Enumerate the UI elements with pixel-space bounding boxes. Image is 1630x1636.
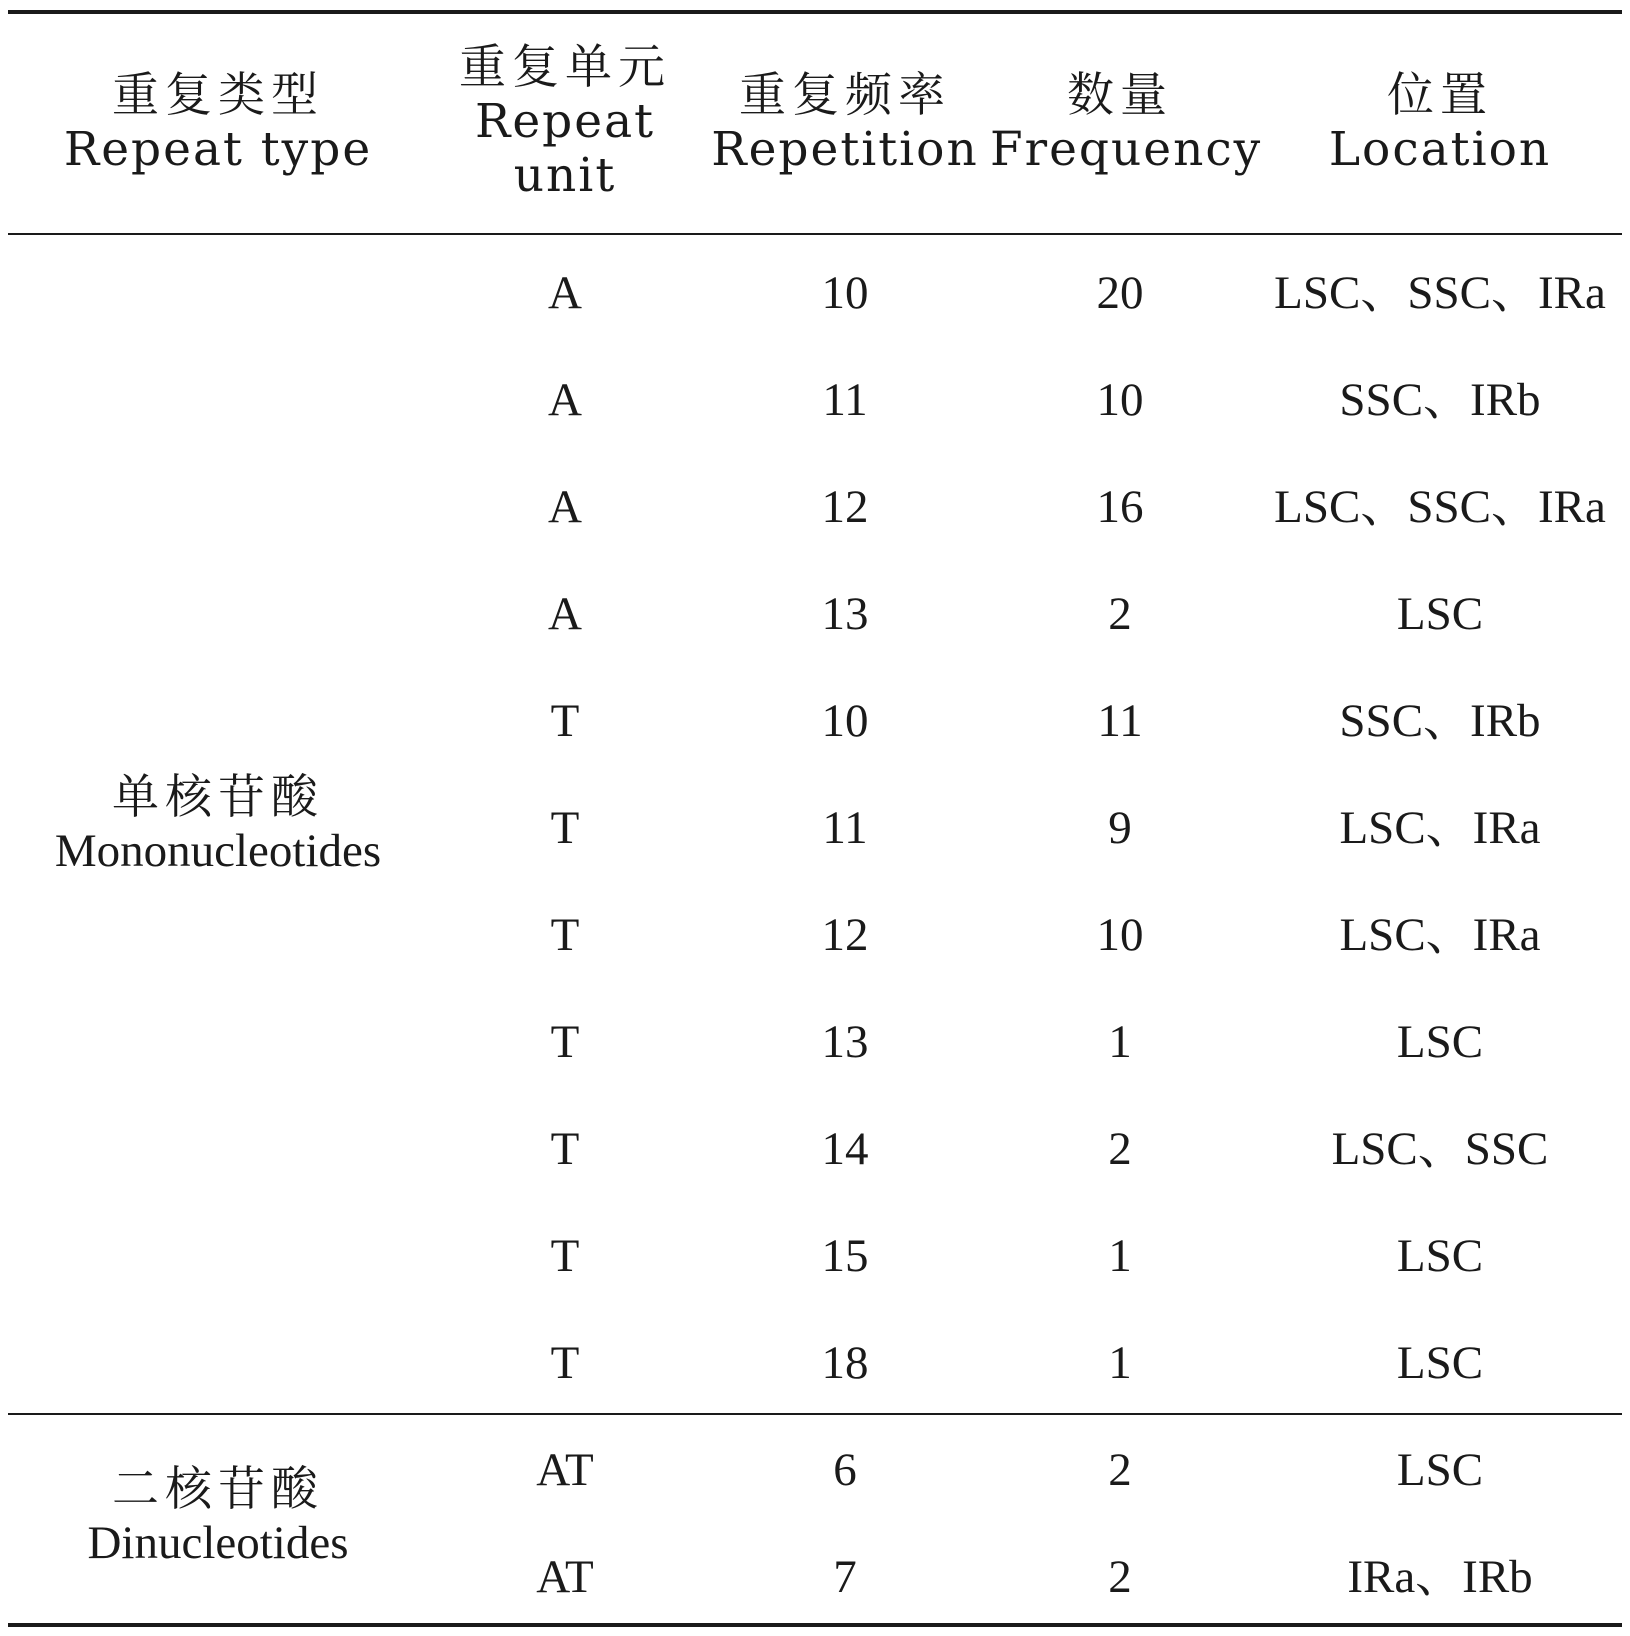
cell-repeat-unit: A — [548, 374, 582, 426]
top-rule — [8, 10, 1622, 14]
cell-repeat-unit: T — [550, 695, 580, 747]
cell-location: LSC、SSC — [1331, 1123, 1549, 1175]
cell-repeat-unit: T — [550, 909, 580, 961]
cell-location: LSC — [1396, 1016, 1484, 1068]
cell-repeat-unit: AT — [536, 1444, 594, 1496]
cell-repeat-unit: T — [550, 1016, 580, 1068]
cell-frequency: 11 — [1097, 695, 1143, 747]
cell-repetition: 18 — [821, 1337, 869, 1389]
cell-repetition: 11 — [822, 374, 868, 426]
cell-repetition: 10 — [821, 267, 869, 319]
group-label-en: Dinucleotides — [87, 1517, 349, 1569]
cell-repeat-unit: T — [550, 1123, 580, 1175]
cell-location: LSC、IRa — [1339, 802, 1541, 854]
cell-repeat-unit: AT — [536, 1551, 594, 1603]
header-unit-en-line2: unit — [513, 148, 617, 203]
header-frequency-en: Frequency — [990, 122, 1263, 177]
header-type-cn: 重复类型 — [112, 68, 324, 123]
cell-frequency: 2 — [1108, 1123, 1132, 1175]
header-unit-en-line1: Repeat — [474, 94, 655, 149]
cell-repeat-unit: A — [548, 588, 582, 640]
cell-frequency: 10 — [1096, 909, 1144, 961]
cell-repetition: 7 — [833, 1551, 857, 1603]
cell-frequency: 2 — [1108, 1444, 1132, 1496]
cell-frequency: 1 — [1108, 1230, 1132, 1282]
cell-frequency: 2 — [1108, 1551, 1132, 1603]
cell-repeat-unit: T — [550, 802, 580, 854]
header-repetition-en: Repetition — [711, 122, 979, 177]
cell-repetition: 6 — [833, 1444, 857, 1496]
cell-location: LSC — [1396, 1444, 1484, 1496]
cell-location: SSC、IRb — [1339, 374, 1541, 426]
cell-repetition: 13 — [821, 588, 869, 640]
cell-repetition: 12 — [821, 481, 869, 533]
cell-frequency: 1 — [1108, 1016, 1132, 1068]
group-label-cn: 二核苷酸 — [112, 1462, 324, 1517]
cell-repetition: 12 — [821, 909, 869, 961]
cell-repetition: 11 — [822, 802, 868, 854]
cell-repetition: 15 — [821, 1230, 869, 1282]
header-rule — [8, 233, 1622, 235]
cell-location: LSC、SSC、IRa — [1274, 481, 1606, 533]
header-unit-cn: 重复单元 — [459, 40, 671, 95]
cell-repeat-unit: A — [548, 267, 582, 319]
cell-location: LSC、IRa — [1339, 909, 1541, 961]
bottom-rule — [8, 1623, 1622, 1627]
cell-location: LSC — [1396, 1337, 1484, 1389]
cell-repetition: 13 — [821, 1016, 869, 1068]
cell-location: LSC — [1396, 588, 1484, 640]
cell-frequency: 9 — [1108, 802, 1132, 854]
cell-repetition: 10 — [821, 695, 869, 747]
cell-frequency: 20 — [1096, 267, 1144, 319]
group-label-en: Mononucleotides — [54, 825, 382, 877]
cell-location: SSC、IRb — [1339, 695, 1541, 747]
cell-repeat-unit: T — [550, 1337, 580, 1389]
cell-location: LSC、SSC、IRa — [1274, 267, 1606, 319]
cell-frequency: 2 — [1108, 588, 1132, 640]
cell-location: LSC — [1396, 1230, 1484, 1282]
cell-location: IRa、IRb — [1347, 1551, 1533, 1603]
cell-repeat-unit: T — [550, 1230, 580, 1282]
cell-frequency: 16 — [1096, 481, 1144, 533]
cell-frequency: 10 — [1096, 374, 1144, 426]
header-frequency-cn: 数量 — [1067, 68, 1173, 123]
header-location-cn: 位置 — [1387, 68, 1493, 123]
cell-frequency: 1 — [1108, 1337, 1132, 1389]
header-location-en: Location — [1328, 122, 1552, 177]
cell-repeat-unit: A — [548, 481, 582, 533]
header-repetition-cn: 重复频率 — [739, 68, 951, 123]
group-label-cn: 单核苷酸 — [112, 770, 324, 825]
group-divider — [8, 1413, 1622, 1415]
cell-repetition: 14 — [821, 1123, 869, 1175]
header-type-en: Repeat type — [63, 122, 373, 177]
